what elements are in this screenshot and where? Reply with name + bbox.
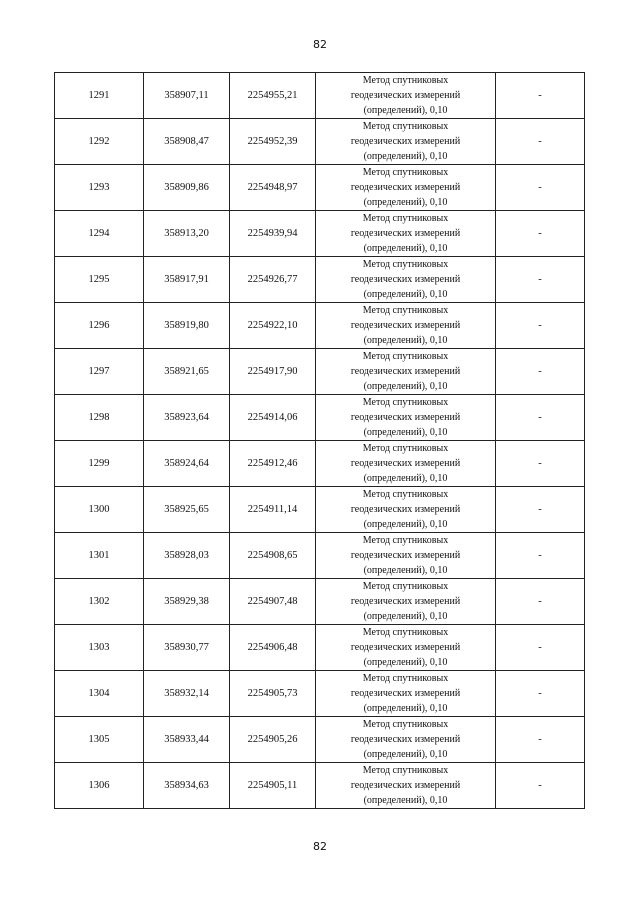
method-cell <box>316 717 496 763</box>
table-row <box>55 763 585 809</box>
method-line-3: (определений), 0,10 <box>363 151 448 162</box>
table-row <box>55 441 585 487</box>
y-coordinate-cell: 2254905,26 <box>230 717 316 763</box>
method-cell <box>316 119 496 165</box>
method-line-3: (определений), 0,10 <box>363 289 448 300</box>
table-row <box>55 211 585 257</box>
method-line-2: геодезических измерений <box>350 90 461 101</box>
method-line-1: Метод спутниковых <box>362 535 449 546</box>
note-cell: - <box>496 671 585 717</box>
note-cell: - <box>496 257 585 303</box>
x-coordinate-cell: 358907,11 <box>144 73 230 119</box>
table-row <box>55 303 585 349</box>
y-coordinate-cell: 2254914,06 <box>230 395 316 441</box>
y-coordinate-cell: 2254908,65 <box>230 533 316 579</box>
note-cell: - <box>496 717 585 763</box>
method-line-2: геодезических измерений <box>350 412 461 423</box>
y-coordinate-cell: 2254948,97 <box>230 165 316 211</box>
x-coordinate-cell: 358921,65 <box>144 349 230 395</box>
page-number-top: 82 <box>313 38 327 51</box>
method-cell <box>316 303 496 349</box>
method-line-3: (определений), 0,10 <box>363 427 448 438</box>
method-line-2: геодезических измерений <box>350 642 461 653</box>
y-coordinate-cell: 2254905,73 <box>230 671 316 717</box>
method-cell <box>316 579 496 625</box>
y-coordinate-cell: 2254926,77 <box>230 257 316 303</box>
point-number-cell: 1305 <box>55 717 144 763</box>
method-line-2: геодезических измерений <box>350 780 461 791</box>
coordinates-table <box>54 72 585 809</box>
x-coordinate-cell: 358909,86 <box>144 165 230 211</box>
table-row <box>55 395 585 441</box>
table-row <box>55 625 585 671</box>
method-line-1: Метод спутниковых <box>362 673 449 684</box>
method-line-3: (определений), 0,10 <box>363 473 448 484</box>
method-line-3: (определений), 0,10 <box>363 657 448 668</box>
point-number-cell: 1299 <box>55 441 144 487</box>
method-line-1: Метод спутниковых <box>362 167 449 178</box>
method-line-2: геодезических измерений <box>350 182 461 193</box>
method-cell <box>316 441 496 487</box>
method-line-3: (определений), 0,10 <box>363 703 448 714</box>
y-coordinate-cell: 2254955,21 <box>230 73 316 119</box>
method-line-3: (определений), 0,10 <box>363 565 448 576</box>
point-number-cell: 1304 <box>55 671 144 717</box>
point-number-cell: 1303 <box>55 625 144 671</box>
note-cell: - <box>496 395 585 441</box>
method-line-1: Метод спутниковых <box>362 719 449 730</box>
table-row <box>55 671 585 717</box>
note-cell: - <box>496 625 585 671</box>
method-line-2: геодезических измерений <box>350 136 461 147</box>
x-coordinate-cell: 358933,44 <box>144 717 230 763</box>
point-number-cell: 1297 <box>55 349 144 395</box>
method-line-2: геодезических измерений <box>350 688 461 699</box>
method-cell <box>316 671 496 717</box>
method-cell <box>316 533 496 579</box>
method-cell <box>316 211 496 257</box>
y-coordinate-cell: 2254907,48 <box>230 579 316 625</box>
method-line-1: Метод спутниковых <box>362 305 449 316</box>
method-line-3: (определений), 0,10 <box>363 749 448 760</box>
point-number-cell: 1294 <box>55 211 144 257</box>
coordinates-table-body <box>55 73 585 809</box>
table-row <box>55 487 585 533</box>
method-line-3: (определений), 0,10 <box>363 381 448 392</box>
method-line-3: (определений), 0,10 <box>363 197 448 208</box>
table-row <box>55 119 585 165</box>
method-line-1: Метод спутниковых <box>362 443 449 454</box>
method-line-2: геодезических измерений <box>350 734 461 745</box>
y-coordinate-cell: 2254906,48 <box>230 625 316 671</box>
x-coordinate-cell: 358917,91 <box>144 257 230 303</box>
method-line-2: геодезических измерений <box>350 550 461 561</box>
point-number-cell: 1292 <box>55 119 144 165</box>
method-cell <box>316 165 496 211</box>
x-coordinate-cell: 358934,63 <box>144 763 230 809</box>
method-line-1: Метод спутниковых <box>362 489 449 500</box>
method-line-2: геодезических измерений <box>350 320 461 331</box>
y-coordinate-cell: 2254911,14 <box>230 487 316 533</box>
point-number-cell: 1306 <box>55 763 144 809</box>
table-row <box>55 349 585 395</box>
method-line-1: Метод спутниковых <box>362 581 449 592</box>
x-coordinate-cell: 358929,38 <box>144 579 230 625</box>
method-line-3: (определений), 0,10 <box>363 795 448 806</box>
method-line-2: геодезических измерений <box>350 596 461 607</box>
method-line-1: Метод спутниковых <box>362 351 449 362</box>
method-cell <box>316 257 496 303</box>
method-cell <box>316 763 496 809</box>
note-cell: - <box>496 349 585 395</box>
method-line-1: Метод спутниковых <box>362 627 449 638</box>
x-coordinate-cell: 358908,47 <box>144 119 230 165</box>
table-row <box>55 165 585 211</box>
x-coordinate-cell: 358930,77 <box>144 625 230 671</box>
method-line-3: (определений), 0,10 <box>363 519 448 530</box>
method-line-1: Метод спутниковых <box>362 213 449 224</box>
note-cell: - <box>496 763 585 809</box>
method-line-1: Метод спутниковых <box>362 397 449 408</box>
method-line-3: (определений), 0,10 <box>363 105 448 116</box>
point-number-cell: 1291 <box>55 73 144 119</box>
point-number-cell: 1300 <box>55 487 144 533</box>
note-cell: - <box>496 211 585 257</box>
method-line-2: геодезических измерений <box>350 504 461 515</box>
x-coordinate-cell: 358919,80 <box>144 303 230 349</box>
method-line-2: геодезических измерений <box>350 274 461 285</box>
table-row <box>55 257 585 303</box>
point-number-cell: 1295 <box>55 257 144 303</box>
method-cell <box>316 349 496 395</box>
method-cell <box>316 395 496 441</box>
method-line-3: (определений), 0,10 <box>363 611 448 622</box>
method-line-3: (определений), 0,10 <box>363 243 448 254</box>
note-cell: - <box>496 533 585 579</box>
table-row <box>55 533 585 579</box>
x-coordinate-cell: 358923,64 <box>144 395 230 441</box>
method-cell <box>316 73 496 119</box>
method-cell <box>316 487 496 533</box>
method-line-1: Метод спутниковых <box>362 259 449 270</box>
table-row <box>55 717 585 763</box>
method-line-1: Метод спутниковых <box>362 75 449 86</box>
note-cell: - <box>496 119 585 165</box>
x-coordinate-cell: 358932,14 <box>144 671 230 717</box>
table-row <box>55 73 585 119</box>
method-line-1: Метод спутниковых <box>362 765 449 776</box>
point-number-cell: 1293 <box>55 165 144 211</box>
y-coordinate-cell: 2254905,11 <box>230 763 316 809</box>
note-cell: - <box>496 73 585 119</box>
note-cell: - <box>496 579 585 625</box>
note-cell: - <box>496 303 585 349</box>
y-coordinate-cell: 2254952,39 <box>230 119 316 165</box>
method-line-1: Метод спутниковых <box>362 121 449 132</box>
method-line-2: геодезических измерений <box>350 228 461 239</box>
x-coordinate-cell: 358928,03 <box>144 533 230 579</box>
x-coordinate-cell: 358913,20 <box>144 211 230 257</box>
page-number-bottom: 82 <box>313 840 327 853</box>
method-line-2: геодезических измерений <box>350 458 461 469</box>
method-line-2: геодезических измерений <box>350 366 461 377</box>
x-coordinate-cell: 358924,64 <box>144 441 230 487</box>
note-cell: - <box>496 165 585 211</box>
x-coordinate-cell: 358925,65 <box>144 487 230 533</box>
note-cell: - <box>496 441 585 487</box>
point-number-cell: 1298 <box>55 395 144 441</box>
point-number-cell: 1301 <box>55 533 144 579</box>
table-row <box>55 579 585 625</box>
y-coordinate-cell: 2254917,90 <box>230 349 316 395</box>
method-line-3: (определений), 0,10 <box>363 335 448 346</box>
note-cell: - <box>496 487 585 533</box>
point-number-cell: 1302 <box>55 579 144 625</box>
point-number-cell: 1296 <box>55 303 144 349</box>
y-coordinate-cell: 2254939,94 <box>230 211 316 257</box>
y-coordinate-cell: 2254922,10 <box>230 303 316 349</box>
y-coordinate-cell: 2254912,46 <box>230 441 316 487</box>
method-cell <box>316 625 496 671</box>
